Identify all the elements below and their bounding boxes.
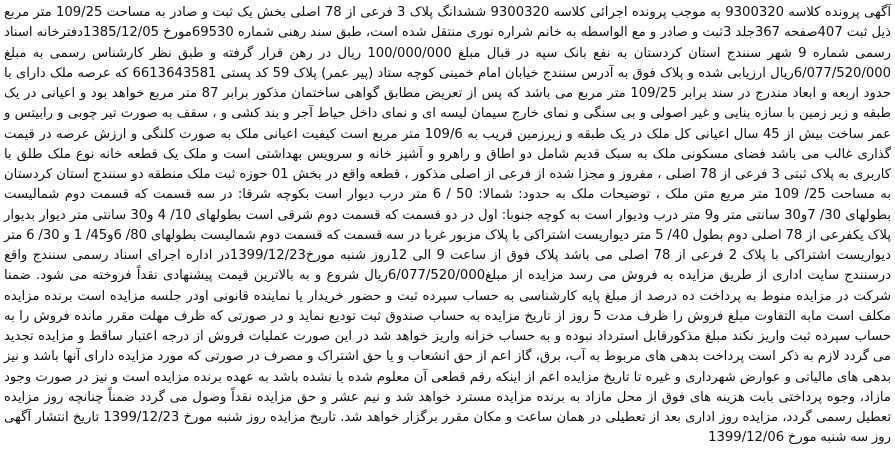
notice-body: آگهی پرونده کلاسه 9300320 به موجب پرونده اجرائی کلاسه 9300320 ششدانگ پلاک 3 فرعی از 78 اصلی بخش یک ثبت و صادر به مساحت 109/25 متر مربع ذیل ثبت 407صفحه 367جلد 3ثبت و صادر و مع الواسطه به خانم شراره نوری منتقل شده است، طبق سند رهنی شماره 69530مورخ 1385/12/05دفترخانه اسناد رسمی شماره 9 شهر سنندج استان کردستان به نفع بانک سپه در قبال مبلغ 100/000/000 ریال در رهن قرار گرفته و طبق نظر کارشناس رسمی به مبلغ 6/077/520/000ریال ارزیابی شده و پلاک فوق به آدرس سنندج خیابان امام خمینی کوچه ستاد (پیر عمر) پلاک 59 کد پستی 6613643581 که عرصه ملک دارای با حدود اربعه و ابعاد مندرج در سند برابر 109/25 متر مربع می باشد که پس از تعریض مطابق گواهی ساختمان مذکور برابر 87 متر مربع خواهد بود و اعیانی در یک طبقه و زیر زمین با سازه بنایی و غیر اصولی و بی سنگی و نمای خارج سیمان لیسه ای و نمای داخل حیاط آجر و بند کشی و ، سقف به صورت تیر چوبی و رابیتس و عمر ساخت بیش از 45 سال اعیانی کل ملک در یک طبقه و زیرزمین قریب به 109/6 متر مربع است کیفیت اعیانی ملک به صورت کلنگی و ارزش عرصه در قیمت گذاری غالب می باشد فضای مسکونی ملک به سبک قدیم شامل دو اطاق و راهرو و آشپز خانه و سرویس بهداشتی است و ملک یک قطعه خانه نوع ملک طلق با کاربری به پلاک ثبتی 3 فرعی از 78 اصلی ، مفروز و مجزا شده از فرعی از اصلی مذکور ، قطعه واقع در بخش 01 حوزه ثبت ملک منطقه دو سنندج استان کردستان به مساحت 25/ 109 متر مربع متن ملک ، توضیحات ملک به حدود: شمالا: 50 / 6 متر درب دیوار است بکوچه شرقا: در سه قسمت که قسمت دوم شمالیست بطولهای 30/ 7و30 سانتی متر و9 متر درب ودیوار است به کوچه جنوبا: اول در دو قسمت که قسمت دوم شرقی است بطولهای 10/ 4 و30 سانتی متر دیوار بدیوار پلاک یکفرعی از 78 اصلی دوم بطول 40/ 5 متر دیواریست اشتراکی با پلاک مزبور غربا در سه قسمت که قسمت دوم شمالیست بطولهای 80/ 6و45/ 1 و 30/ 6 متر دیواریست اشتراکی با پلاک 2 فرعی از 78 اصلی می باشد پلاک فوق از ساعت 9 الی 12روز شنبه مورخ1399/12/23در اداره اجرای اسناد رسمی سنندج واقع درسنندج سایت اداری از طریق مزایده به فروش می رسد مزایده از مبلغ6/077/520/000ریال شروع و به بالاترین قیمت پیشنهادی نقداً فروخته می شود. ضمنا شرکت در مزایده منوط به پرداخت ده درصد از مبلغ پایه کارشناسی به حساب سپرده ثبت و حضور خریدار یا نماینده قانونی اودر جلسه مزایده است برنده مزایده مکلف است مابه التفاوت مبلغ فروش را ظرف مدت 5 روز از تاریخ مزایده به حساب صندوق ثبت تودیع نماید و در صورتی که ظرف مهلت مقرر مانده فروش را به حساب سپرده ثبت واریز نکند مبلغ مذکورقابل استرداد نبوده و به حساب خزانه واریز خواهد شد در این صورت عملیات فروش از درجه اعتبار ساقط و مزایده تجدید می گردد لازم به ذکر است پرداخت بدهی های مربوط به آب، برق، گاز اعم از حق انشعاب و یا حق اشتراک و مصرف در صورتی که مورد مزایده دارای آنها باشد و نیز بدهی های مالیاتی و عوارض شهرداری و غیره تا تاریخ مزایده اعم از اینکه رقم قطعی آن معلوم شده یا نشده باشد به عهده برنده مزایده است و نیز در صورت وجود مازاد، وجوه پرداختی بابت هزینه های فوق از محل مازاد به برنده مزایده مسترد خواهد شد و نیم عشر و حق مزایده نقداً وصول می گردد ضمناً چنانچه روز مزایده تعطیل رسمی گردد، مزایده روز اداری بعد از تعطیلی در همان ساعت و مکان مقرر برگزار خواهد شد. تاریخ مزایده روز شنبه مورخ 1399/12/23 تاریخ انتشار آگهی روز سه شنبه مورخ 1399/12/06	[4, 5, 892, 446]
auction-notice-text	[4, 3, 892, 446]
